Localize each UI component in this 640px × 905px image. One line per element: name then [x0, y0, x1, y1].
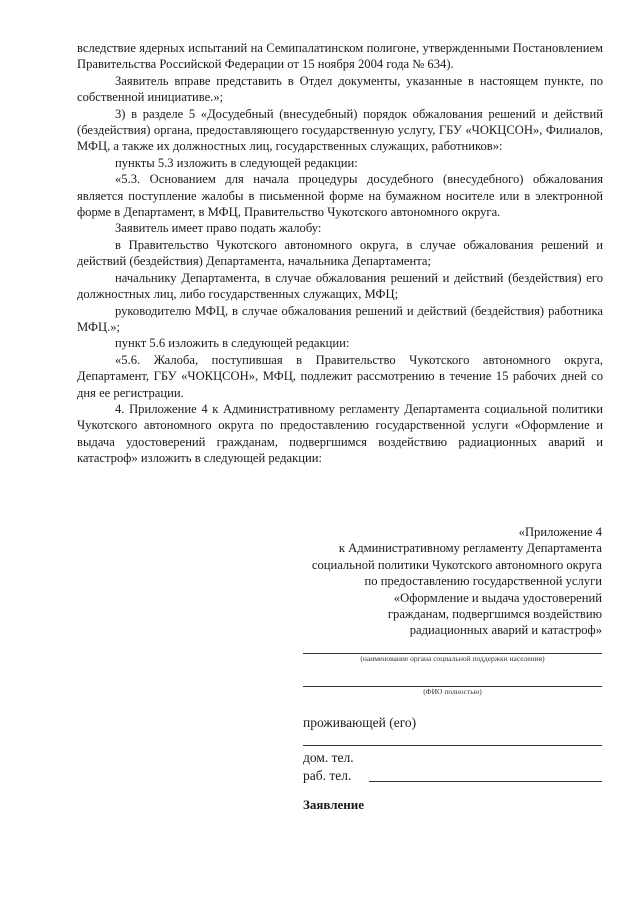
fio-field[interactable] — [303, 686, 602, 697]
fio-caption: (ФИО полностью) — [423, 687, 482, 696]
appendix-line: социальной политики Чукотского автономного округа — [311, 557, 602, 572]
work-phone-label: раб. тел. — [303, 768, 352, 783]
work-phone-line — [369, 781, 602, 782]
appendix-line: «Приложение 4 — [518, 525, 602, 539]
appendix-line: радиационных аварий и катастроф» — [409, 623, 602, 638]
appendix-line: гражданам, подвергшимся воздействию — [387, 607, 602, 622]
body-paragraph: начальнику Департамента, в случае обжалования решений и действий (бездействия) его должностных лиц, либо государственных служащих, МФЦ; — [77, 270, 603, 302]
statement-title-block — [303, 797, 602, 813]
body-paragraph: 4. Приложение 4 к Административному регламенту Департамента социальной политики Чукотского автономного округа по предоставлению государственной услуги «Оформление и выдача удостоверений гражданам, подвергшимся воздействию радиационных аварий и катастроф» изложить в следующей редакции: — [77, 401, 603, 466]
body-paragraph: пункт 5.6 изложить в следующей редакции: — [115, 336, 350, 351]
appendix-header — [290, 524, 602, 639]
residing-field[interactable] — [303, 714, 602, 731]
body-paragraph: вследствие ядерных испытаний на Семипалатинском полигоне, утвержденными Постановлением Правительства Российской Федерации от 15 ноября 2004 года № 634). — [77, 41, 603, 72]
appendix-line: к Административному регламенту Департамента — [338, 541, 602, 556]
work-phone-field[interactable] — [303, 767, 602, 784]
address-line — [303, 745, 602, 746]
home-phone-field[interactable] — [303, 749, 602, 766]
document-body — [77, 40, 603, 467]
residing-label: проживающей (его) — [303, 715, 417, 730]
org-name-field[interactable] — [303, 653, 602, 664]
appendix-line: по предоставлению государственной услуги — [364, 574, 602, 589]
body-paragraph: Заявитель имеет право подать жалобу: — [115, 221, 322, 236]
body-paragraph: «5.6. Жалоба, поступившая в Правительство Чукотского автономного округа, Департамент, ГБУ «ЧОКЦСОН», МФЦ, подлежит рассмотрению в течение 15 рабочих дней со дня ее регистрации. — [77, 352, 603, 400]
body-paragraph: Заявитель вправе представить в Отдел документы, указанные в настоящем пункте, по собственной инициативе.»; — [77, 73, 603, 105]
body-paragraph: в Правительство Чукотского автономного округа, в случае обжалования решений и действий (бездействия) Департамента, начальника Департамента; — [77, 237, 603, 269]
address-line-field[interactable] — [303, 745, 602, 746]
org-name-caption: (наименование органа социальной поддержки населения) — [360, 654, 545, 663]
appendix-line: «Оформление и выдача удостоверений — [393, 590, 602, 605]
statement-title: Заявление — [303, 797, 365, 812]
home-phone-label: дом. тел. — [303, 750, 354, 765]
body-paragraph: пункты 5.3 изложить в следующей редакции: — [115, 155, 358, 170]
body-paragraph: 3) в разделе 5 «Досудебный (внесудебный) порядок обжалования решений и действий (бездействия) органа, предоставляющего государственную услугу, ГБУ «ЧОКЦСОН», Филиалов, МФЦ, а также их должностных лиц, государственных служащих, работников»: — [77, 106, 603, 154]
body-paragraph: руководителю МФЦ, в случае обжалования решений и действий (бездействия) работника МФЦ.»; — [77, 303, 603, 334]
body-paragraph: «5.3. Основанием для начала процедуры досудебного (внесудебного) обжалования является поступление жалобы в письменной форме на бумажном носителе или в электронной форме в Департамент, в МФЦ, Правительство Чукотского автономного округа. — [77, 172, 603, 220]
